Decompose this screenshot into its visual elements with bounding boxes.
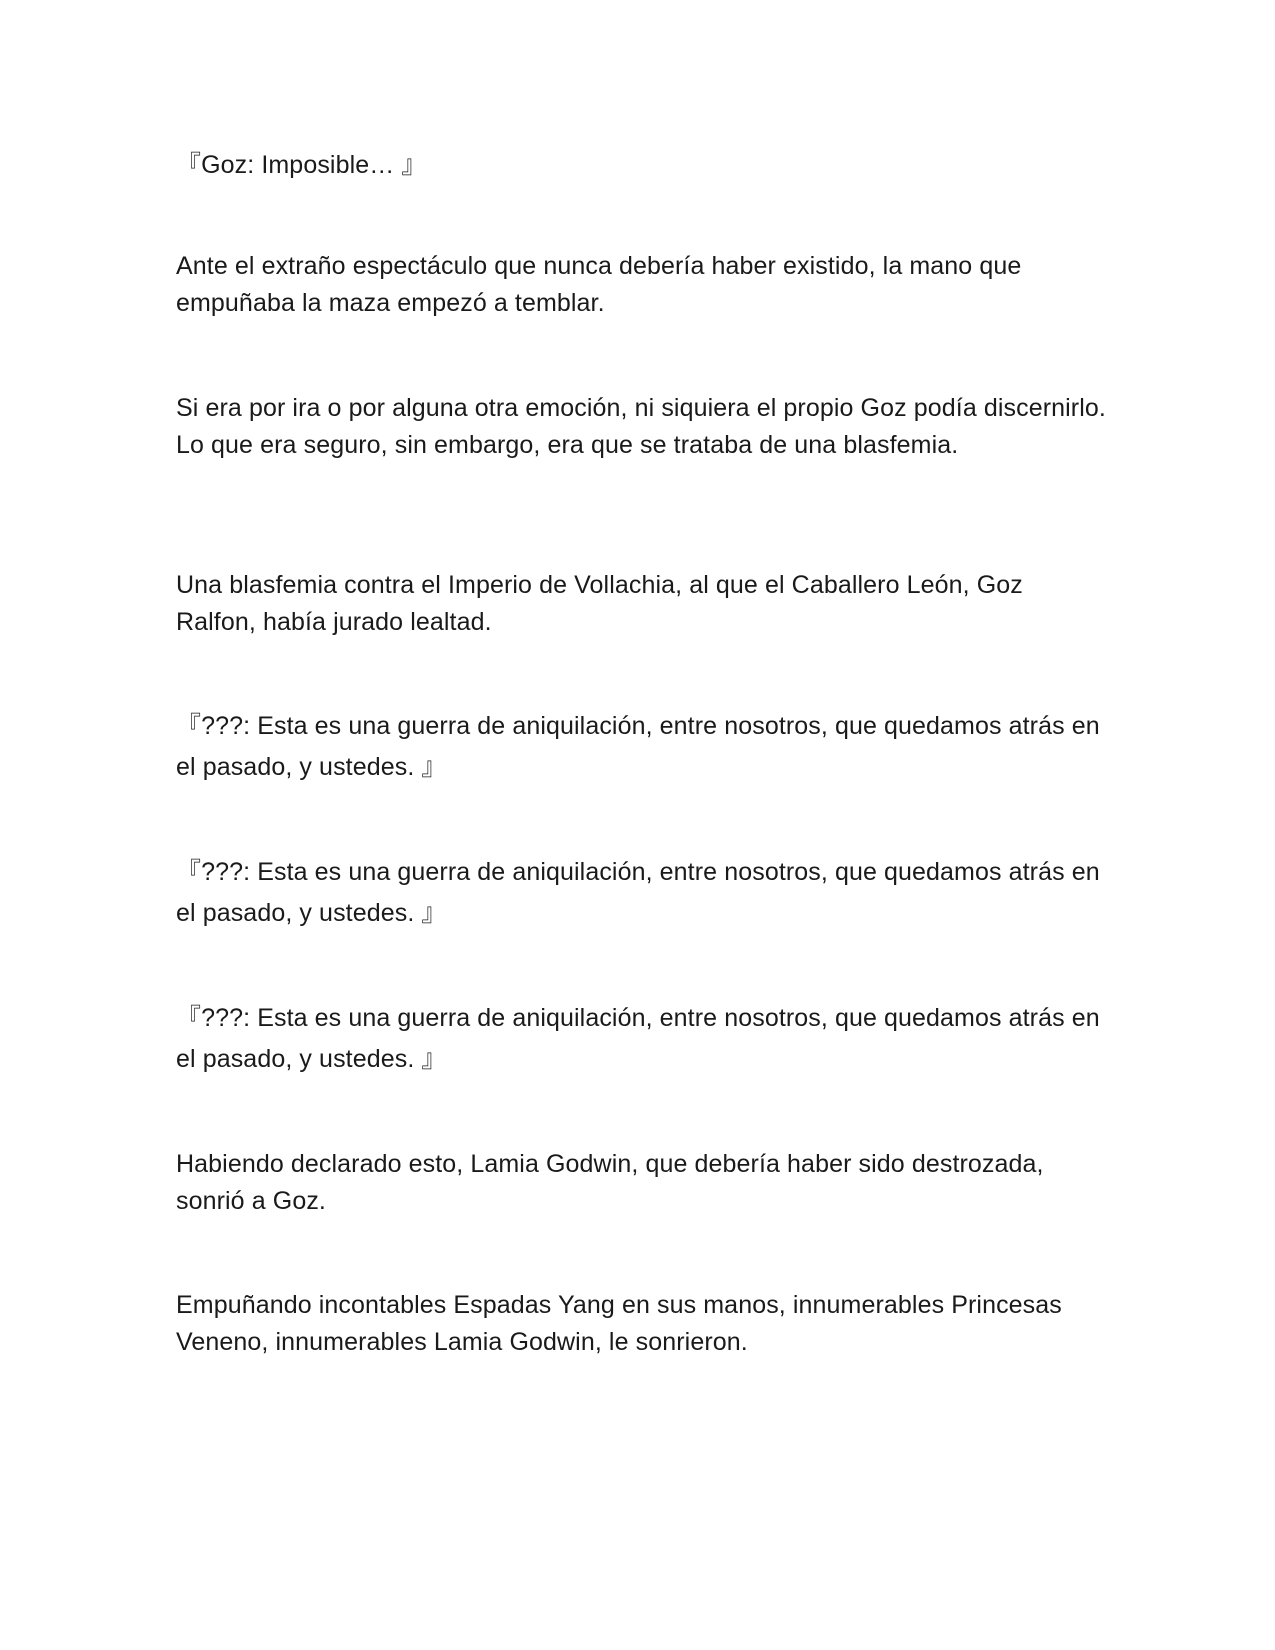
dialogue-paragraph: 『???: Esta es una guerra de aniquilación, entre nosotros, que quedamos atrás en el pasado, y ustedes. 』 (176, 712, 1107, 781)
narrative-paragraph: Ante el extraño espectáculo que nunca debería haber existido, la mano que empuñaba la maza empezó a temblar. (176, 252, 1029, 317)
dialogue-paragraph: 『???: Esta es una guerra de aniquilación, entre nosotros, que quedamos atrás en el pasado, y ustedes. 』 (176, 1004, 1107, 1073)
dialogue-paragraph: 『???: Esta es una guerra de aniquilación, entre nosotros, que quedamos atrás en el pasado, y ustedes. 』 (176, 858, 1107, 927)
narrative-paragraph: Habiendo declarado esto, Lamia Godwin, que debería haber sido destrozada, sonrió a Goz. (176, 1150, 1051, 1215)
dialogue-paragraph: 『Goz: Imposible… 』 (176, 151, 427, 179)
narrative-paragraph: Empuñando incontables Espadas Yang en sus manos, innumerables Princesas Veneno, innumerables Lamia Godwin, le sonrieron. (176, 1291, 1069, 1356)
narrative-paragraph: Si era por ira o por alguna otra emoción, ni siquiera el propio Goz podía discernirlo. Lo que era seguro, sin embargo, era que se trataba de una blasfemia. (176, 394, 1113, 459)
narrative-paragraph: Una blasfemia contra el Imperio de Vollachia, al que el Caballero León, Goz Ralfon, había jurado lealtad. (176, 571, 1030, 636)
